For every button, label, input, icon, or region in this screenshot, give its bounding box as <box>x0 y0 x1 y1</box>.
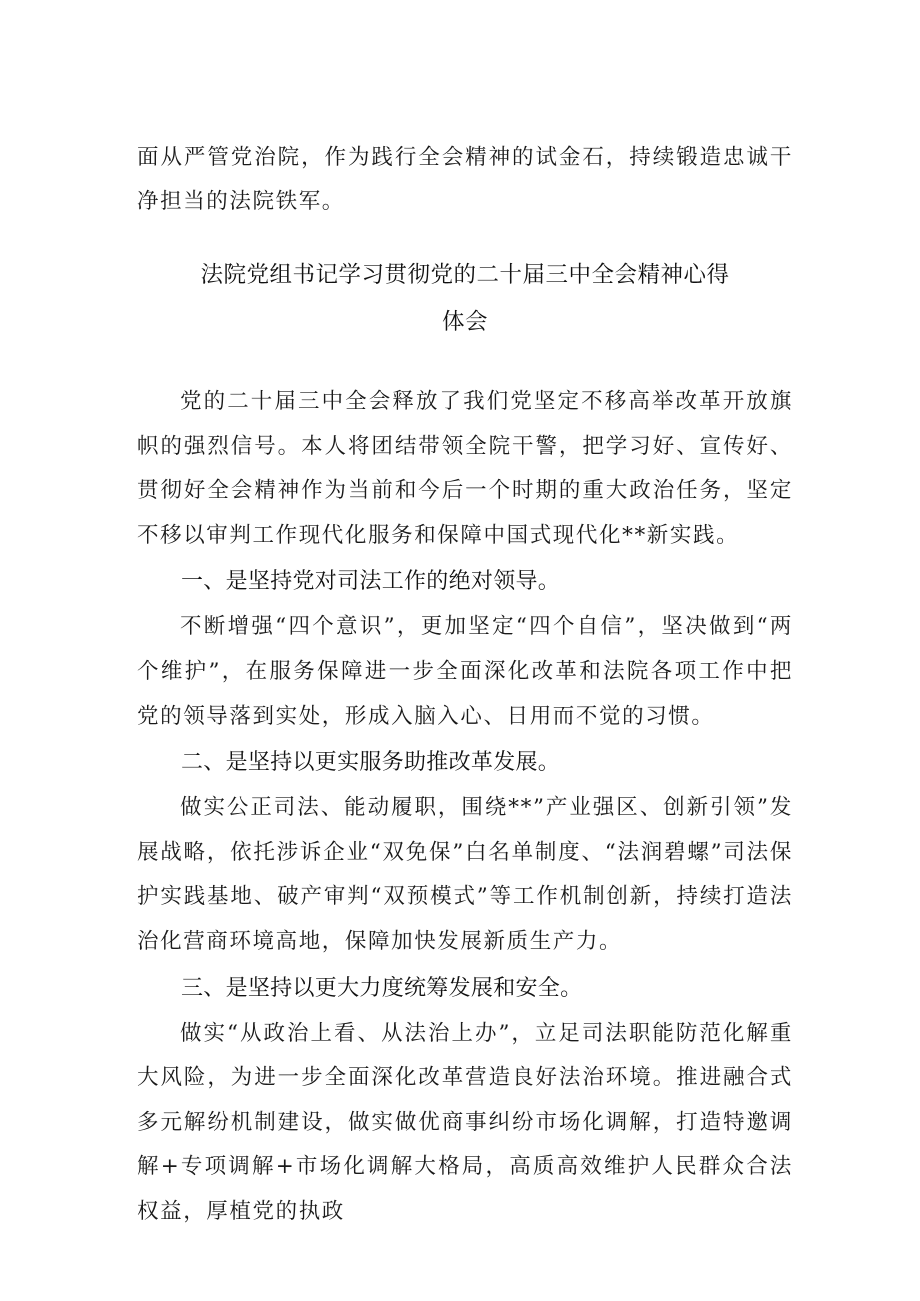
title-line-2: 体会 <box>441 309 488 335</box>
section-body-3: 做实“从政治上看、从法治上办”，立足司法职能防范化解重大风险，为进一步全面深化改革营造良好法治环境。推进融合式多元解纷机制建设，做实做优商事纠纷市场化调解，打造特邀调解+专项调解+市场化调解大格局，高质高效维护人民群众合法权益，厚植党的执政 <box>137 1020 793 1224</box>
section-heading-1: 一、是坚持党对司法工作的绝对领导。 <box>181 569 561 595</box>
continuation-paragraph: 面从严管党治院，作为践行全会精神的试金石，持续锻造忠诚干净担当的法院铁军。 <box>137 144 793 214</box>
title-line-1: 法院党组书记学习贯彻党的二十届三中全会精神心得 <box>200 262 730 288</box>
section-heading-3: 三、是坚持以更大力度统筹发展和安全。 <box>181 975 583 1001</box>
section-heading-2: 二、是坚持以更实服务助推改革发展。 <box>181 750 561 776</box>
section-body-2: 做实公正司法、能动履职，围绕**”产业强区、创新引领”发展战略，依托涉诉企业“双免保”白名单制度、“法润碧螺”司法保护实践基地、破产审判“双预模式”等工作机制创新，持续打造法治化营商环境高地，保障加快发展新质生产力。 <box>137 795 793 954</box>
document-body <box>137 380 793 1235</box>
section-body-1: 不断增强“四个意识”，更加坚定“四个自信”，坚决做到“两个维护”，在服务保障进一步全面深化改革和法院各项工作中把党的领导落到实处，形成入脑入心、日用而不觉的习惯。 <box>137 614 793 729</box>
intro-paragraph: 党的二十届三中全会释放了我们党坚定不移高举改革开放旗帜的强烈信号。本人将团结带领全院干警，把学习好、宣传好、贯彻好全会精神作为当前和今后一个时期的重大政治任务，坚定不移以审判工作现代化服务和保障中国式现代化**新实践。 <box>137 389 793 548</box>
document-title <box>137 252 793 346</box>
